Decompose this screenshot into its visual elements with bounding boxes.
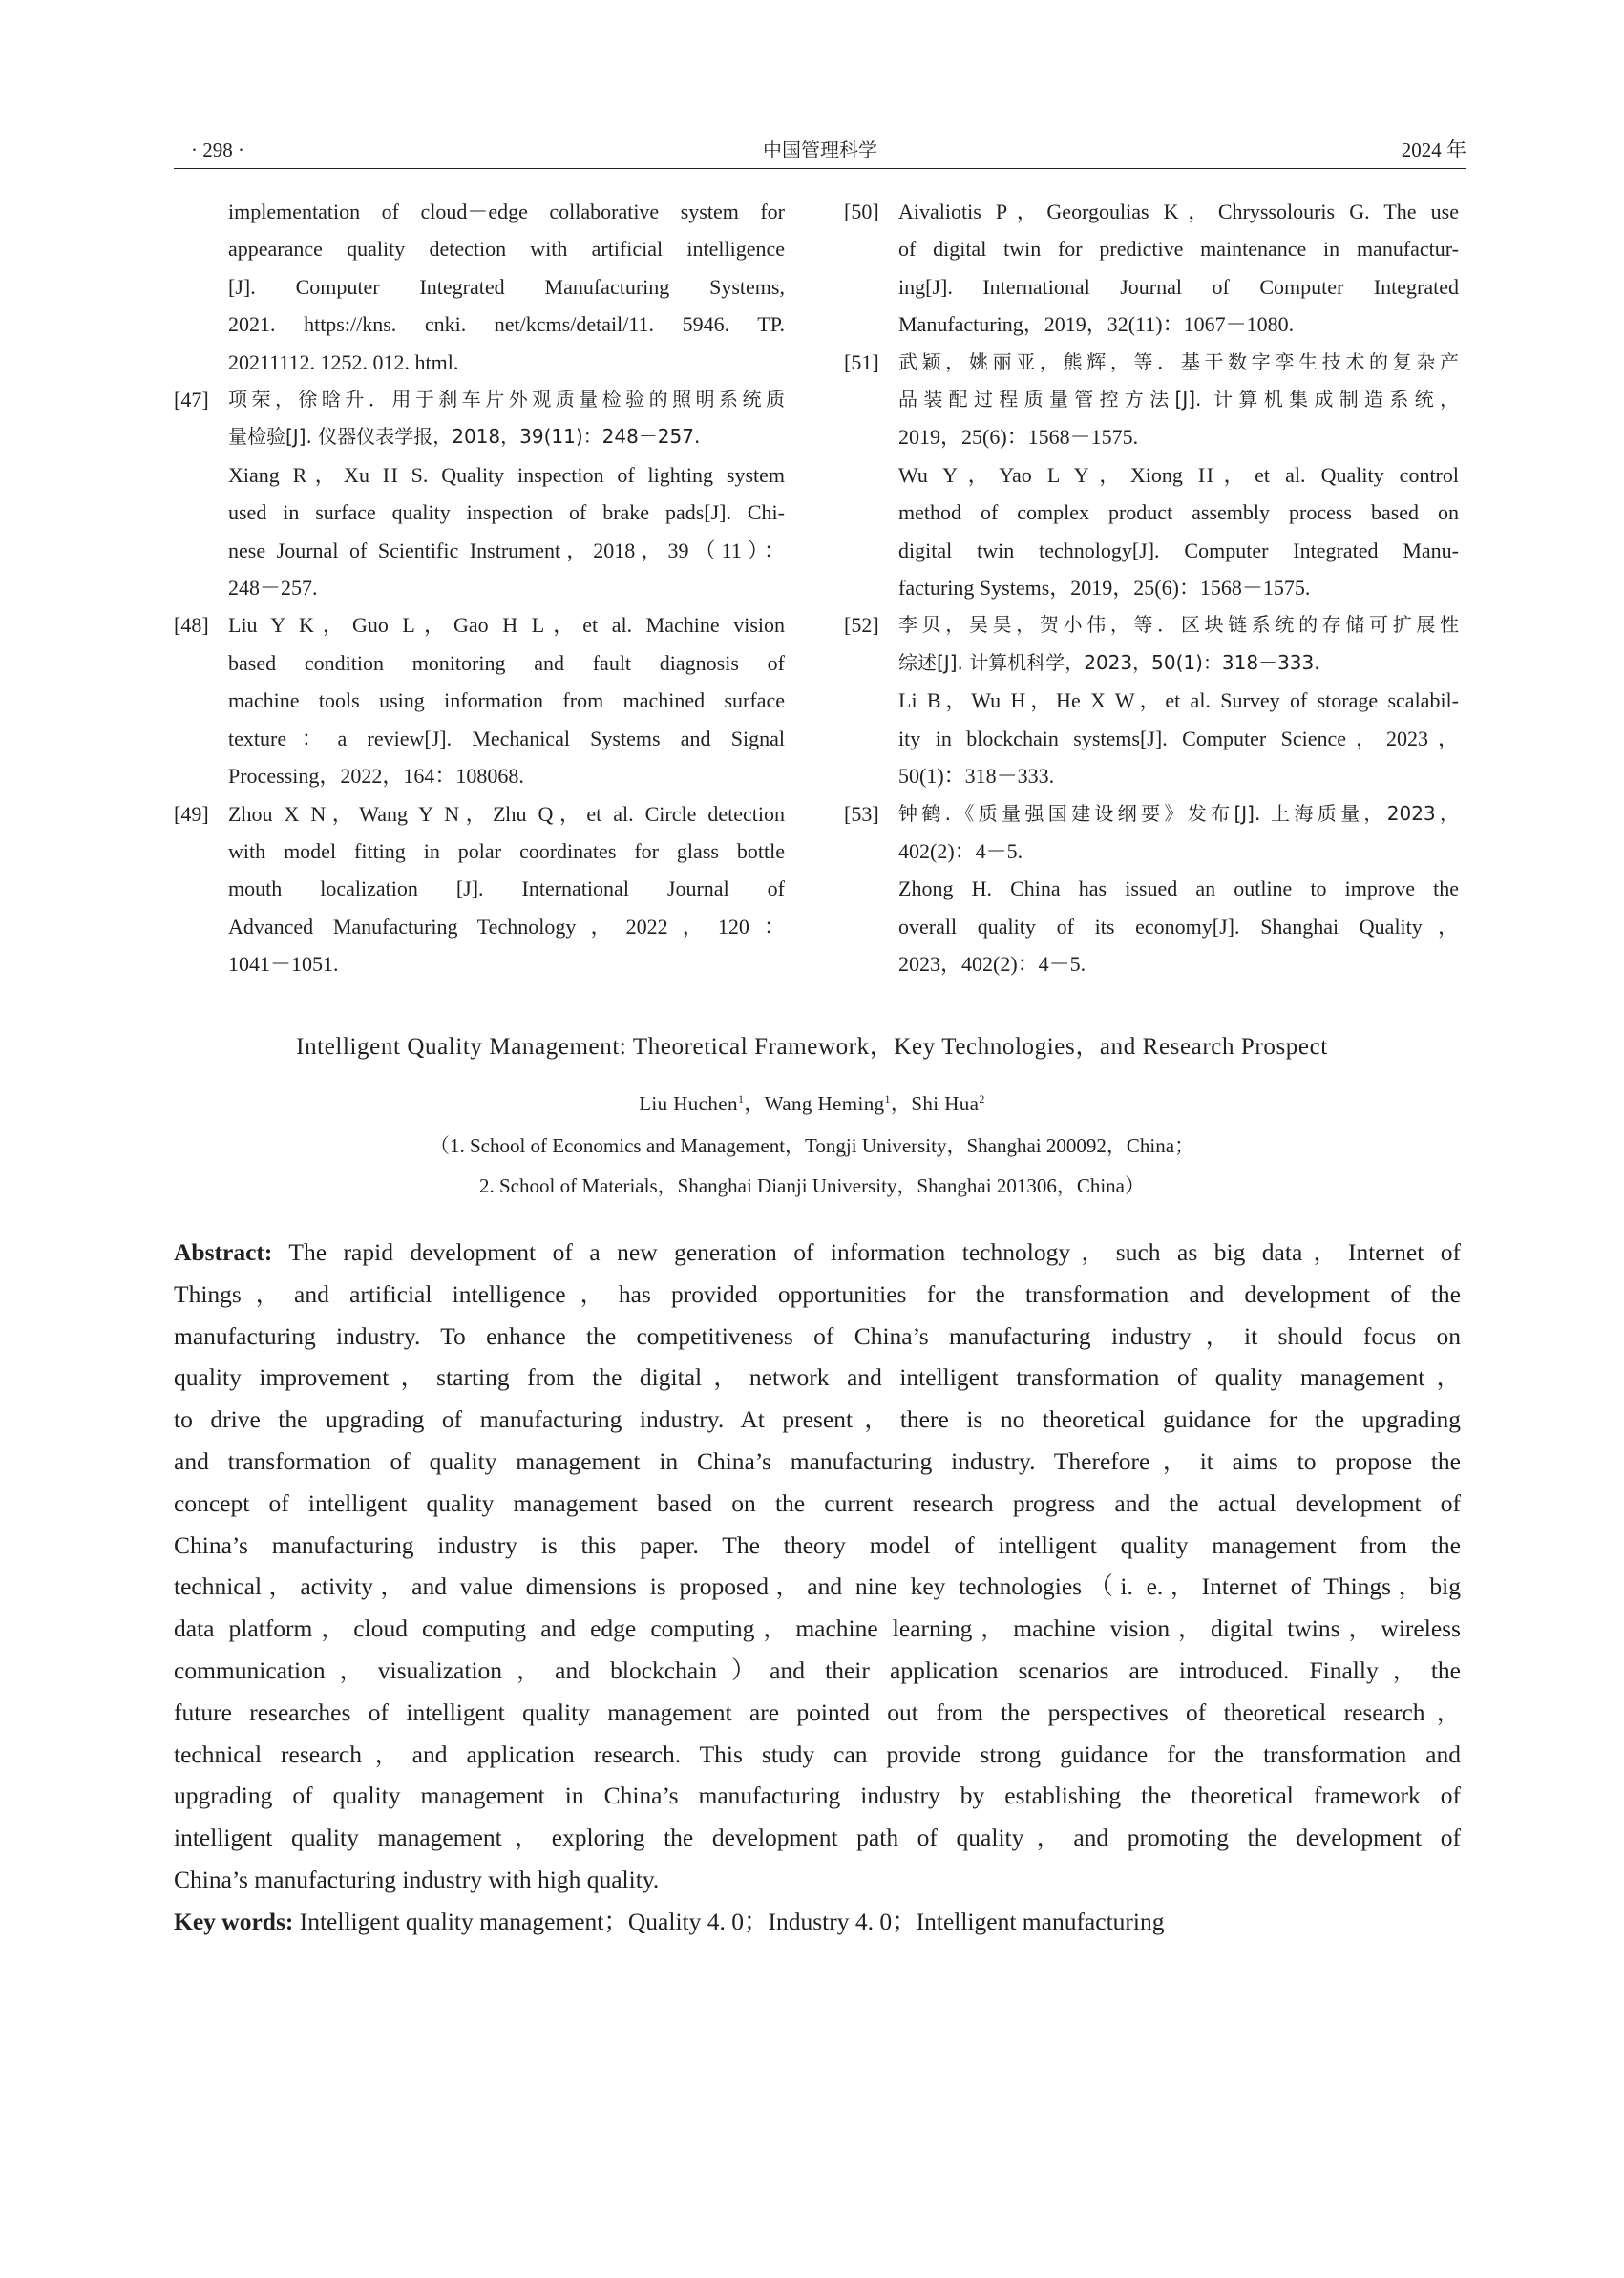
reference-line: 品装配过程质量管控方法[J]. 计算机集成制造系统， [898, 388, 1459, 411]
abstract-line: and transformation of quality management in China’s manufacturing industry. Therefore，it aims to propose the [174, 1446, 1461, 1475]
abstract-line: Things，and artificial intelligence，has provided opportunities for the transformation and development of the [174, 1279, 1461, 1308]
reference-line: Zhong H. China has issued an outline to improve the [898, 876, 1459, 901]
header-rule [174, 168, 1466, 169]
reference-item [844, 795, 1459, 983]
reference-line: with model fitting in polar coordinates for glass bottle [228, 838, 785, 863]
running-header [174, 136, 1466, 168]
reference-line: 综述[J]. 计算机科学，2023，50(1)：318－333. [898, 650, 1320, 674]
reference-line: 20211112. 1252. 012. html. [228, 349, 459, 374]
header-year: 2024 年 [1401, 138, 1466, 161]
reference-number: [50] [844, 200, 879, 223]
reference-line: 2021. https://kns. cnki. net/kcms/detail/11. 5946. TP. [228, 312, 785, 337]
reference-line: Aivaliotis P，Georgoulias K，Chryssolouris G. The use [898, 200, 1459, 223]
reference-line: Processing，2022，164：108068. [228, 764, 524, 789]
reference-item [844, 344, 1459, 607]
reference-line: overall quality of its economy[J]. Shanghai Quality， [898, 914, 1459, 939]
reference-line: Manufacturing，2019，32(11)：1067－1080. [898, 312, 1295, 337]
reference-line: of digital twin for predictive maintenance in manufactur- [898, 237, 1459, 262]
references-right-column [844, 193, 1459, 983]
author-name: Liu Huchen [639, 1092, 738, 1115]
reference-line: 402(2)：4－5. [898, 838, 1023, 863]
reference-number: [49] [174, 801, 209, 826]
abstract-line: data platform，cloud computing and edge computing，machine learning，machine vision，digital twins，wireless [174, 1614, 1461, 1643]
abstract-line: to drive the upgrading of manufacturing industry. At present，there is no theoretical guidance for the upgrading [174, 1405, 1461, 1434]
page-number: · 298 · [191, 138, 244, 161]
reference-line: 量检验[J]. 仪器仪表学报，2018，39(11)：248－257. [228, 425, 701, 449]
author-separator: ， [744, 1092, 765, 1115]
reference-line: 2023，402(2)：4－5. [898, 952, 1086, 977]
reference-item [844, 606, 1459, 794]
abstract-line: upgrading of quality management in China’s manufacturing industry by establishing the theoretical framework of [174, 1782, 1461, 1810]
reference-line: based condition monitoring and fault diagnosis of [228, 650, 785, 675]
abstract-line: China’s manufacturing industry is this paper. The theory model of intelligent quality management from the [174, 1530, 1461, 1559]
reference-item [174, 193, 785, 381]
reference-line: 2019，25(6)：1568－1575. [898, 425, 1139, 450]
reference-line: 钟鹤.《质量强国建设纲要》发布[J]. 上海质量，2023， [898, 801, 1459, 825]
abstract-label: Abstract: [174, 1238, 273, 1266]
abstract-line: future researches of intelligent quality management are pointed out from the perspectives of theoretical research， [174, 1698, 1461, 1726]
reference-line: method of complex product assembly process based on [898, 500, 1459, 525]
references-left-column [174, 193, 785, 983]
abstract-line [174, 1232, 1461, 1274]
reference-line: 50(1)：318－333. [898, 764, 1055, 789]
author-list [0, 1088, 1624, 1117]
reference-number: [47] [174, 388, 209, 412]
reference-line: Xiang R，Xu H S. Quality inspection of lighting system [228, 462, 785, 487]
reference-line: appearance quality detection with artificial intelligence [228, 237, 785, 262]
reference-line: 李贝，吴昊，贺小伟，等．区块链系统的存储可扩展性 [898, 613, 1459, 637]
reference-number: [48] [174, 613, 209, 638]
abstract-line: quality improvement，starting from the digital，network and intelligent transformation of quality management， [174, 1363, 1461, 1392]
reference-line: Zhou X N，Wang Y N，Zhu Q，et al. Circle detection [228, 801, 785, 826]
journal-name: 中国管理科学 [763, 138, 877, 161]
reference-line: 武颖，姚丽亚，熊辉，等．基于数字孪生技术的复杂产 [898, 349, 1459, 373]
reference-line: Liu Y K，Guo L，Gao H L，et al. Machine vision [228, 613, 785, 638]
reference-line: [J]. Computer Integrated Manufacturing Systems, [228, 274, 785, 299]
abstract-line: technical，activity，and value dimensions is proposed，and nine key technologies（i. e.，Internet of Things，big [174, 1572, 1461, 1601]
english-title: Intelligent Quality Management: Theoretical Framework，Key Technologies，and Research Prospect [296, 1034, 1328, 1060]
affiliation-2: 2. School of Materials，Shanghai Dianji University，Shanghai 201306，China） [479, 1174, 1145, 1197]
keywords-text: Intelligent quality management；Quality 4. 0；Industry 4. 0；Intelligent manufacturing [299, 1908, 1165, 1935]
keywords [174, 1901, 1461, 1943]
affiliation-1: （1. School of Economics and Management，Tongji University，Shanghai 200092，China； [429, 1134, 1195, 1157]
abstract-line: concept of intelligent quality management based on the current research progress and the actual development of [174, 1488, 1461, 1517]
reference-line: 248－257. [228, 576, 318, 601]
reference-line: facturing Systems，2019，25(6)：1568－1575. [898, 576, 1311, 601]
abstract-line: communication，visualization，and blockchain）and their application scenarios are introduced. Finally，the [174, 1656, 1461, 1684]
reference-line: 1041－1051. [228, 952, 339, 977]
author-affiliation-mark: 1 [737, 1092, 745, 1106]
reference-line: ing[J]. International Journal of Computer Integrated [898, 274, 1459, 299]
reference-item [174, 381, 785, 606]
reference-line: 项荣，徐晗升．用于刹车片外观质量检验的照明系统质 [228, 388, 785, 411]
author-separator: ， [890, 1092, 912, 1115]
abstract-line: technical research，and application research. This study can provide strong guidance for the transformation and [174, 1740, 1461, 1768]
reference-number: [52] [844, 613, 879, 638]
reference-line: ity in blockchain systems[J]. Computer Science，2023， [898, 726, 1459, 750]
abstract-text: The rapid development of a new generation of information technology，such as big data，Internet of [288, 1238, 1461, 1266]
reference-number: [51] [844, 349, 879, 374]
abstract-line: manufacturing industry. To enhance the competitiveness of China’s manufacturing industry，it should focus on [174, 1321, 1461, 1350]
reference-line: mouth localization [J]. International Journal of [228, 876, 785, 901]
keywords-label: Key words: [174, 1908, 294, 1935]
author-affiliation-mark: 2 [979, 1092, 985, 1106]
abstract-line: intelligent quality management，exploring the development path of quality，and promoting the development of [174, 1824, 1461, 1852]
abstract-line: China’s manufacturing industry with high quality. [174, 1865, 660, 1893]
author-name: Shi Hua [911, 1092, 980, 1115]
reference-number: [53] [844, 801, 879, 826]
reference-item [174, 606, 785, 794]
reference-line: machine tools using information from machined surface [228, 688, 785, 713]
reference-item [174, 795, 785, 983]
reference-line: Wu Y，Yao L Y，Xiong H，et al. Quality control [898, 462, 1459, 487]
author-affiliation-mark: 1 [884, 1092, 891, 1106]
reference-line: implementation of cloud－edge collaborative system for [228, 200, 785, 223]
reference-line: nese Journal of Scientific Instrument，2018，39（11）： [228, 538, 785, 562]
reference-line: digital twin technology[J]. Computer Integrated Manu- [898, 538, 1459, 562]
reference-line: texture：a review[J]. Mechanical Systems and Signal [228, 726, 785, 750]
author-name: Wang Heming [764, 1092, 885, 1115]
reference-line: used in surface quality inspection of brake pads[J]. Chi- [228, 500, 785, 525]
abstract [174, 1232, 1461, 1901]
reference-item [844, 193, 1459, 344]
reference-line: Advanced Manufacturing Technology，2022，120： [228, 914, 785, 939]
reference-line: Li B，Wu H，He X W，et al. Survey of storage scalabil- [898, 688, 1459, 713]
